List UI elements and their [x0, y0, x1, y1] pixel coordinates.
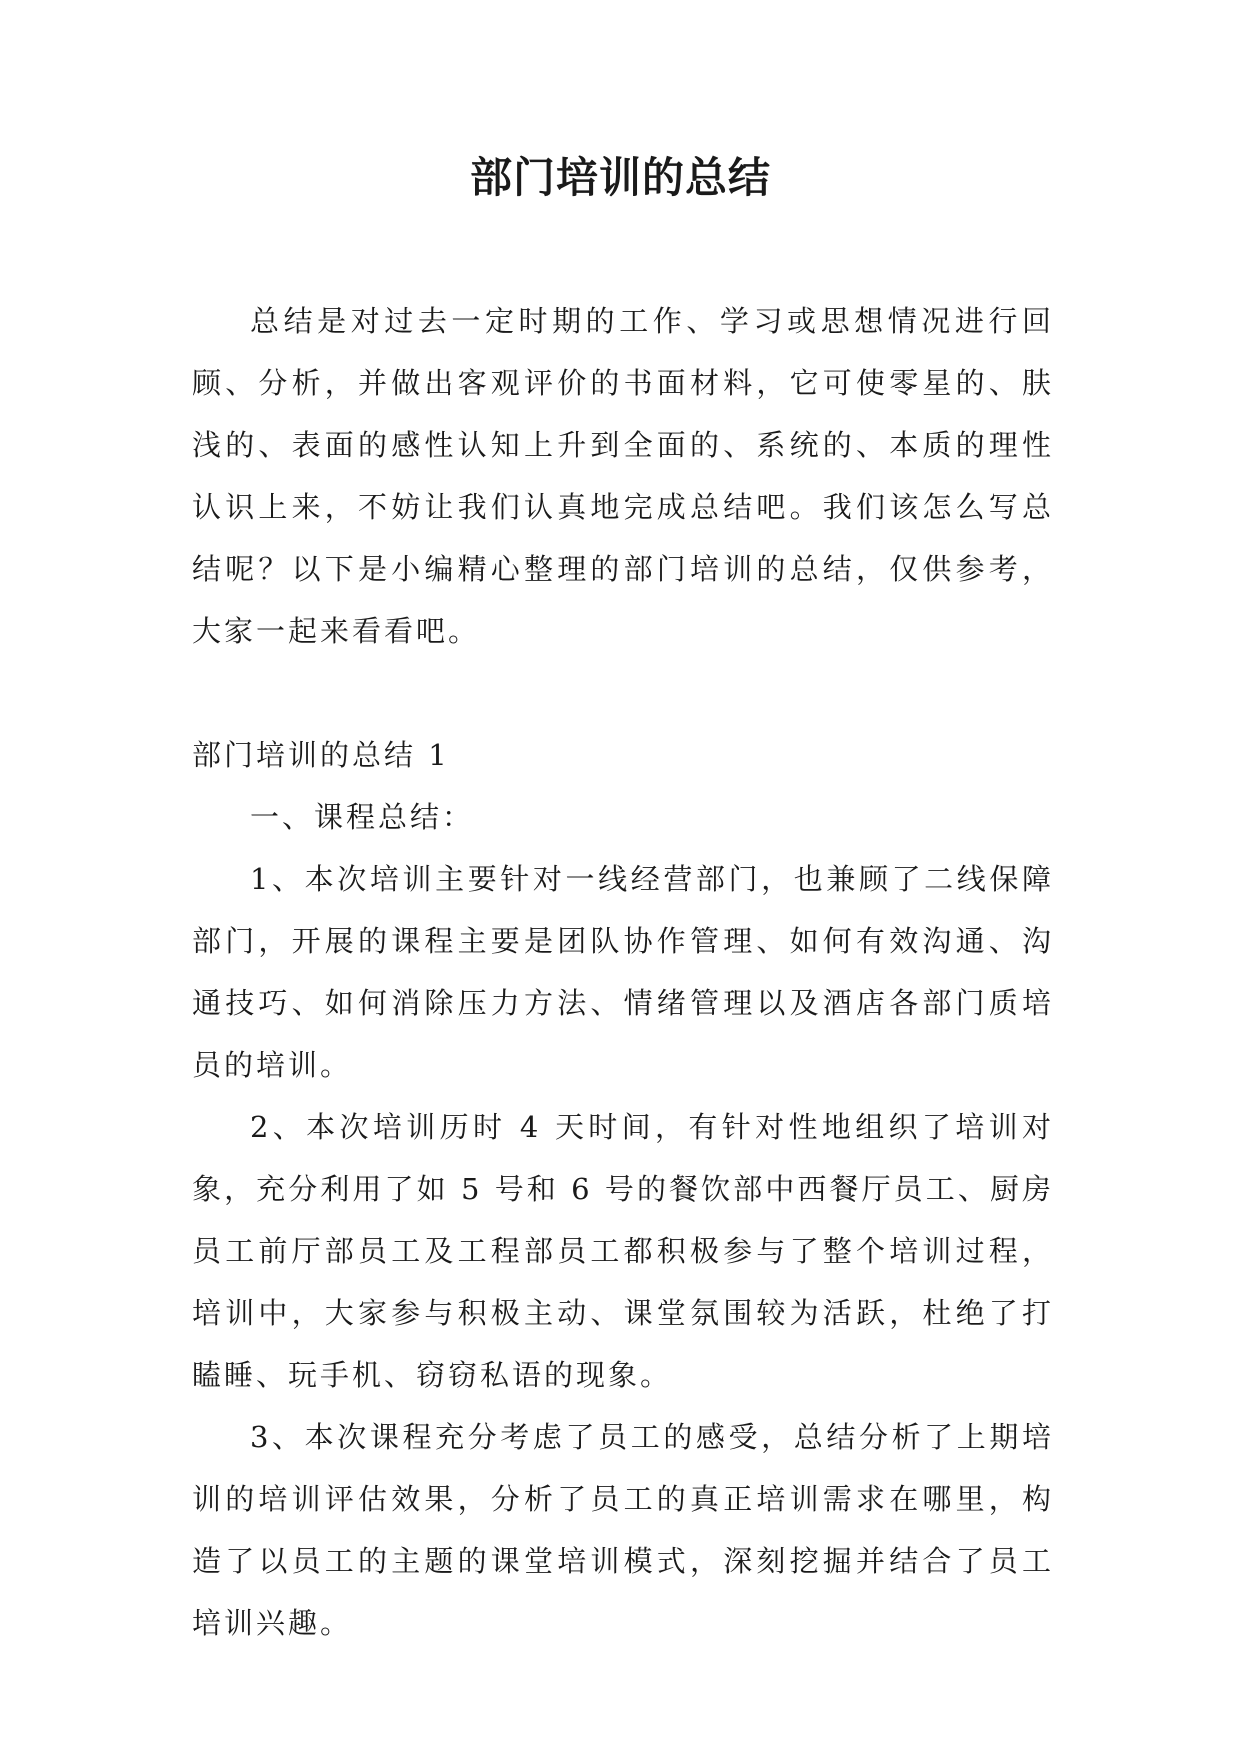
document-title: 部门培训的总结 — [469, 153, 771, 202]
section-heading: 部门培训的总结 1 — [192, 738, 450, 772]
document-body — [192, 290, 1054, 1654]
body-paragraph-2: 2、本次培训历时 4 天时间，有针对性地组织了培训对象，充分利用了如 5 号和 6 号的餐饮部中西餐厅员工、厨房员工前厅部员工及工程部员工都积极参与了整个培训过程，培训中，大家参与积极主动、课堂氛围较为活跃，杜绝了打瞌睡、玩手机、窃窃私语的现象。 — [192, 1110, 1054, 1392]
intro-paragraph: 总结是对过去一定时期的工作、学习或思想情况进行回顾、分析，并做出客观评价的书面材料，它可使零星的、肤浅的、表面的感性认知上升到全面的、系统的、本质的理性认识上来，不妨让我们认真地完成总结吧。我们该怎么写总结呢？以下是小编精心整理的部门培训的总结，仅供参考，大家一起来看看吧。 — [192, 304, 1054, 648]
body-paragraph-3: 3、本次课程充分考虑了员工的感受，总结分析了上期培训的培训评估效果，分析了员工的真正培训需求在哪里，构造了以员工的主题的课堂培训模式，深刻挖掘并结合了员工培训兴趣。 — [192, 1420, 1054, 1640]
body-paragraph-1: 1、本次培训主要针对一线经营部门，也兼顾了二线保障部门，开展的课程主要是团队协作管理、如何有效沟通、沟通技巧、如何消除压力方法、情绪管理以及酒店各部门质培员的培训。 — [192, 862, 1054, 1082]
section-subheading: 一、课程总结： — [250, 800, 475, 834]
